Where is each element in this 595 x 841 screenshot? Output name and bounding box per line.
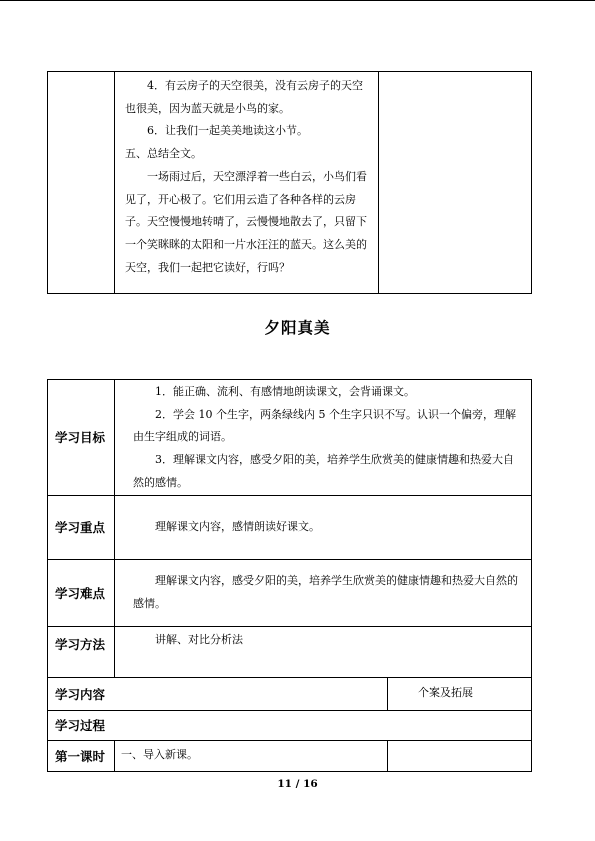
lesson-plan-continuation-table [47,71,532,294]
method-text: 讲解、对比分析法 [155,632,243,646]
focus-cell [115,495,532,559]
difficulty-row [48,559,532,626]
extension-label: 个案及拓展 [418,686,473,700]
empty-notes-cell [379,72,532,294]
focus-label: 学习重点 [48,495,115,559]
section-5-heading: 五、总结全文。 [125,147,202,161]
lesson-title: 夕阳真美 [264,319,331,337]
difficulty-text: 理解课文内容，感受夕阳的美，培养学生欣赏美的健康情趣和热爱大自然的感情。 [133,573,518,610]
focus-text: 理解课文内容，感情朗读好课文。 [155,519,320,533]
step-4-text: 4．有云房子的天空很美，没有云房子的天空也很美，因为蓝天就是小鸟的家。 [125,79,363,115]
lesson1-row [48,740,532,771]
summary-paragraph: 一场雨过后，天空漂浮着一些白云，小鸟们看见了，开心极了。它们用云造了各种各样的云房子。天空慢慢地转晴了，云慢慢地散去了，只留下一个笑眯眯的太阳和一片水汪汪的蓝天。这么美的天空，我们一起把它读好，行吗？ [125,169,367,274]
goals-row [48,380,532,496]
page-number: 11 / 16 [277,778,318,790]
content-header-row [48,677,532,710]
goals-cell [115,380,532,496]
lesson1-cell [115,740,388,771]
goal-1: 1．能正确、流利、有感情地朗读课文，会背诵课文。 [155,385,415,398]
continuation-content-cell [115,72,379,294]
lesson1-text: 一、导入新课。 [121,748,198,762]
lesson1-label: 第一课时 [48,740,115,771]
extension-cell [388,677,532,710]
process-label: 学习过程 [48,710,532,740]
method-label: 学习方法 [48,626,115,677]
lesson-plan-table [47,379,532,772]
difficulty-cell [115,559,532,626]
process-row [48,710,532,740]
empty-label-cell [48,72,115,294]
difficulty-label: 学习难点 [48,559,115,626]
continuation-row [48,72,532,294]
focus-row [48,495,532,559]
page-top-rule [0,0,595,1]
content-label: 学习内容 [48,677,388,710]
step-6-text: 6．让我们一起美美地读这小节。 [147,124,308,138]
method-cell [115,626,532,677]
lesson1-notes-cell [388,740,532,771]
method-row [48,626,532,677]
goals-label: 学习目标 [48,380,115,496]
goal-3: 3．理解课文内容，感受夕阳的美，培养学生欣赏美的健康情趣和热爱大自然的感情。 [133,453,514,489]
goal-2: 2．学会 10 个生字，两条绿线内 5 个生字只识不写。认识一个偏旁，理解由生字组成的词语。 [133,407,516,444]
